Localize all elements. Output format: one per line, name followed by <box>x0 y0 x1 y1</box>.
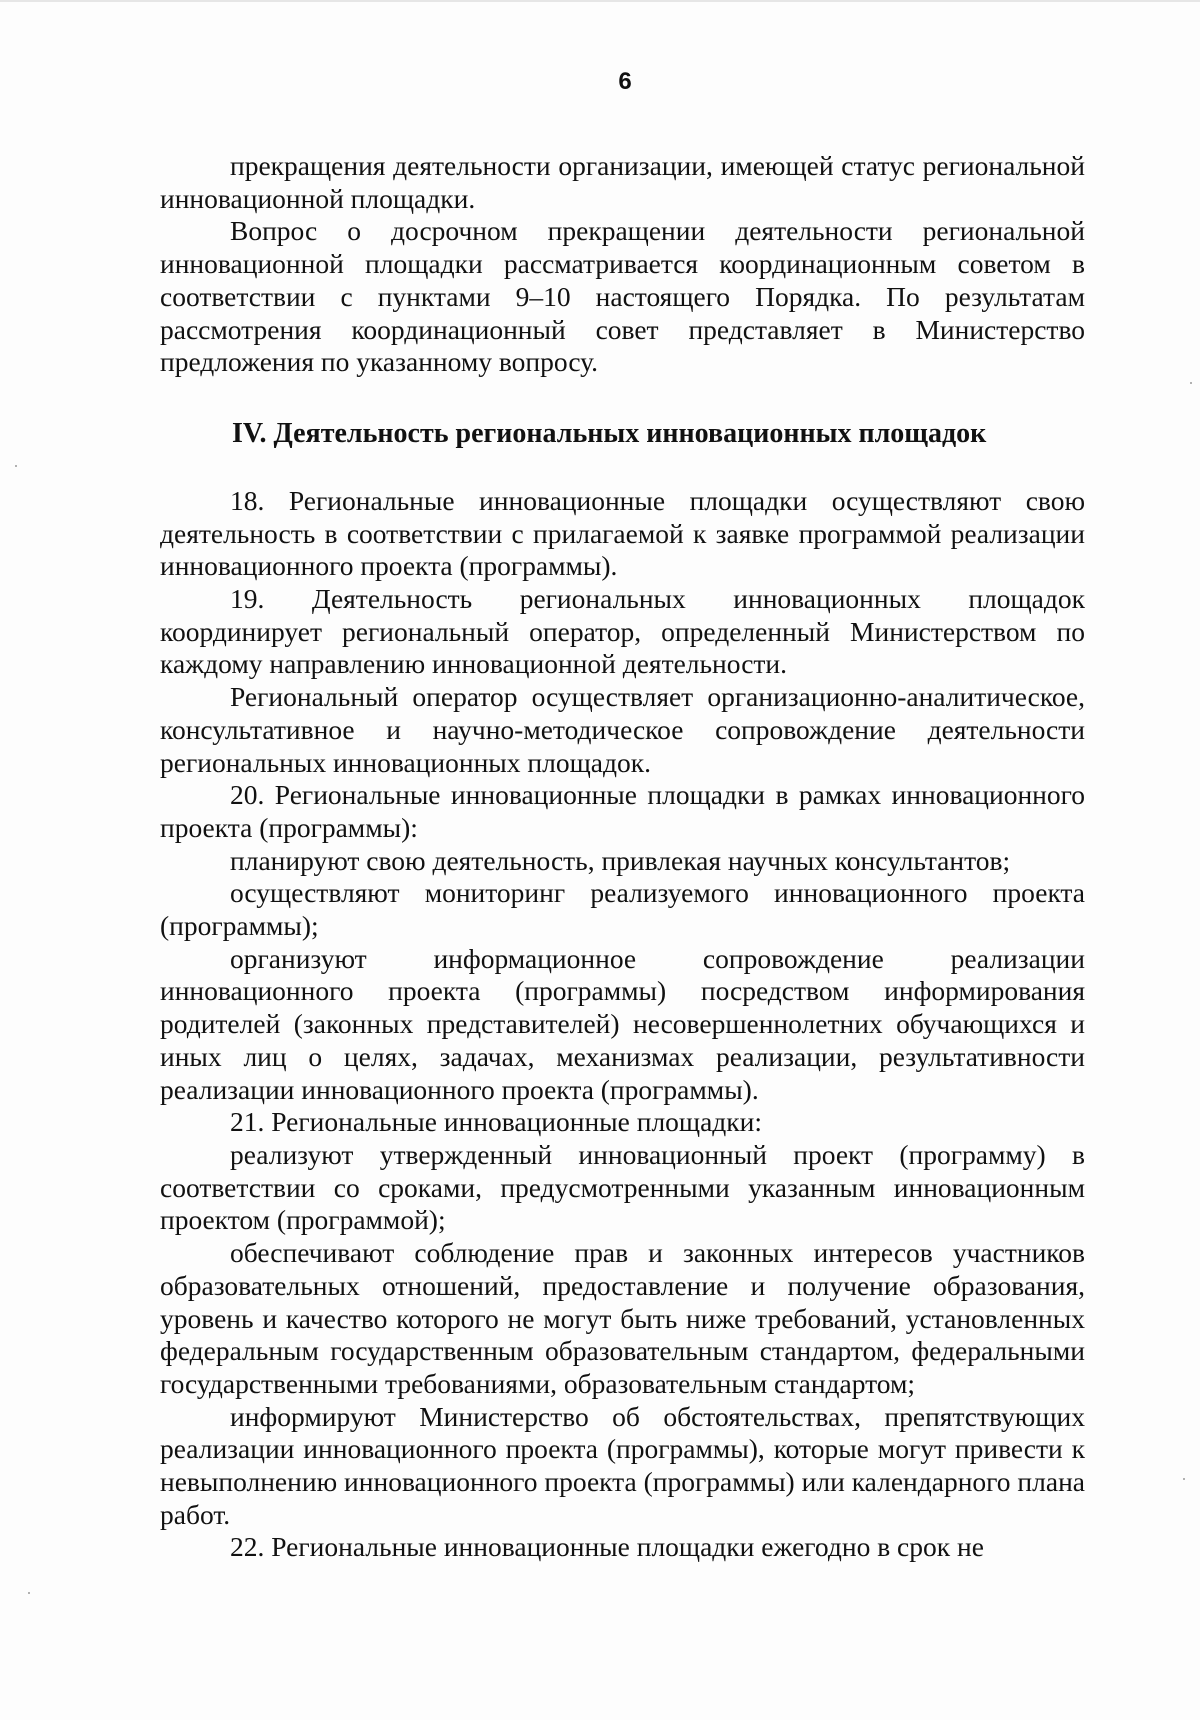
list-item-informing: организуют информационное сопровождение реализации инновационного проекта (программы) посредством информирования родителей (законных представителей) несовершеннолетних обучающихся и иных лиц о целях, задачах, механизмах реализации, результативности реализации инновационного проекта (программы). <box>160 942 1085 1105</box>
page-number: 6 <box>618 68 632 95</box>
list-item-inform-ministry: информируют Министерство об обстоятельствах, препятствующих реализации инновационного проекта (программы), которые могут привести к невыполнению инновационного проекта (программы) или календарного плана работ. <box>160 1400 1085 1530</box>
scan-speck <box>15 465 17 467</box>
section-heading: IV. Деятельность региональных инновационных площадок <box>232 417 987 449</box>
paragraph-continuation: прекращения деятельности организации, имеющей статус региональной инновационной площадки. <box>160 150 1085 214</box>
scan-top-edge <box>0 0 1200 2</box>
paragraph-regional-operator: Региональный оператор осуществляет организационно-аналитическое, консультативное и научно-методическое сопровождение деятельности региональных инновационных площадок. <box>160 681 1085 778</box>
paragraph-22: 22. Региональные инновационные площадки ежегодно в срок не <box>230 1531 984 1563</box>
scan-speck <box>1190 382 1192 384</box>
paragraph-early-termination: Вопрос о досрочном прекращении деятельности региональной инновационной площадки рассматривается координационным советом в соответствии с пунктами 9–10 настоящего Порядка. По результатам рассмотрения координационный совет представляет в Министерство предложения по указанному вопросу. <box>160 215 1085 378</box>
paragraph-19: 19. Деятельность региональных инновационных площадок координирует региональный оператор, определенный Министерством по каждому направлению инновационной деятельности. <box>160 583 1085 680</box>
paragraph-20: 20. Региональные инновационные площадки в рамках инновационного проекта (программы): <box>160 779 1085 843</box>
list-item-plan: планируют свою деятельность, привлекая научных консультантов; <box>230 844 1011 876</box>
scan-speck <box>1183 1478 1185 1480</box>
list-item-ensure-rights: обеспечивают соблюдение прав и законных интересов участников образовательных отношений, предоставление и получение образования, уровень и качество которого не могут быть ниже требований, установленных федеральным государственным образовательным стандартом, федеральными государственными требованиями, образовательным стандартом; <box>160 1237 1085 1399</box>
list-item-monitoring: осуществляют мониторинг реализуемого инновационного проекта (программы); <box>160 877 1085 942</box>
paragraph-21: 21. Региональные инновационные площадки: <box>230 1106 763 1138</box>
scan-speck <box>28 1592 30 1594</box>
paragraph-18: 18. Региональные инновационные площадки осуществляют свою деятельность в соответствии с прилагаемой к заявке программой реализации инновационного проекта (программы). <box>160 484 1085 582</box>
document-body <box>160 150 1085 1564</box>
list-item-implement: реализуют утвержденный инновационный проект (программу) в соответствии со сроками, предусмотренными указанным инновационным проектом (программой); <box>160 1138 1085 1236</box>
